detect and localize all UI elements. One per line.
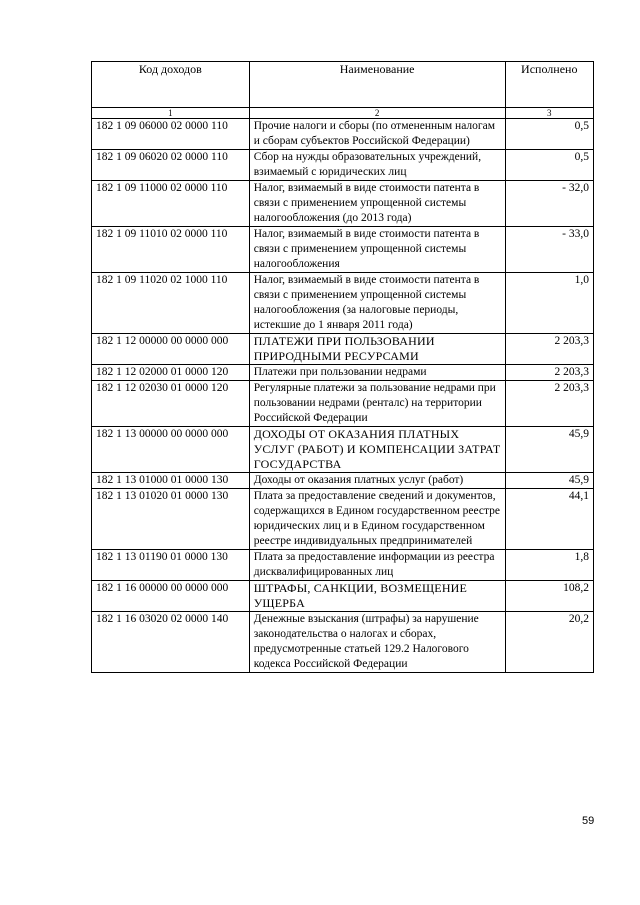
executed-value: 45,9 — [505, 427, 593, 473]
column-number: 1 — [92, 108, 250, 119]
header-executed: Исполнено — [505, 62, 593, 108]
revenue-name: Прочие налоги и сборы (по отмененным налогам и сборам субъектов Российской Федерации) — [249, 119, 505, 150]
revenue-code: 182 1 13 01190 01 0000 130 — [92, 550, 250, 581]
executed-value: - 33,0 — [505, 227, 593, 273]
revenue-code: 182 1 12 00000 00 0000 000 — [92, 334, 250, 365]
revenue-table — [91, 61, 594, 673]
executed-value: 45,9 — [505, 473, 593, 489]
revenue-name: Налог, взимаемый в виде стоимости патента в связи с применением упрощенной системы налогообложения (до 2013 года) — [249, 181, 505, 227]
revenue-name: Денежные взыскания (штрафы) за нарушение законодательства о налогах и сборах, предусмотренные статьей 129.2 Налогового кодекса Российской Федерации — [249, 612, 505, 673]
table-row — [92, 427, 594, 473]
revenue-name: ДОХОДЫ ОТ ОКАЗАНИЯ ПЛАТНЫХ УСЛУГ (РАБОТ) И КОМПЕНСАЦИИ ЗАТРАТ ГОСУДАРСТВА — [249, 427, 505, 473]
revenue-name: Регулярные платежи за пользование недрами при пользовании недрами (ренталс) на территории Российской Федерации — [249, 381, 505, 427]
revenue-name: Доходы от оказания платных услуг (работ) — [249, 473, 505, 489]
table-row — [92, 365, 594, 381]
revenue-name: ШТРАФЫ, САНКЦИИ, ВОЗМЕЩЕНИЕ УЩЕРБА — [249, 581, 505, 612]
revenue-code: 182 1 09 11020 02 1000 110 — [92, 273, 250, 334]
revenue-code: 182 1 12 02030 01 0000 120 — [92, 381, 250, 427]
executed-value: 2 203,3 — [505, 334, 593, 365]
executed-value: 2 203,3 — [505, 365, 593, 381]
column-number: 2 — [249, 108, 505, 119]
table-body — [92, 119, 594, 673]
table-row — [92, 612, 594, 673]
revenue-code: 182 1 13 00000 00 0000 000 — [92, 427, 250, 473]
table-row — [92, 381, 594, 427]
revenue-name: Платежи при пользовании недрами — [249, 365, 505, 381]
revenue-code: 182 1 09 11000 02 0000 110 — [92, 181, 250, 227]
table-row — [92, 581, 594, 612]
executed-value: 1,8 — [505, 550, 593, 581]
revenue-name: Налог, взимаемый в виде стоимости патента в связи с применением упрощенной системы налогообложения (за налоговые периоды, истекшие до 1 января 2011 года) — [249, 273, 505, 334]
revenue-code: 182 1 09 06020 02 0000 110 — [92, 150, 250, 181]
revenue-code: 182 1 09 06000 02 0000 110 — [92, 119, 250, 150]
revenue-code: 182 1 13 01020 01 0000 130 — [92, 489, 250, 550]
executed-value: 44,1 — [505, 489, 593, 550]
revenue-code: 182 1 16 00000 00 0000 000 — [92, 581, 250, 612]
revenue-name: Плата за предоставление сведений и документов, содержащихся в Едином государственном реестре юридических лиц и в Едином государственном реестре индивидуальных предпринимателей — [249, 489, 505, 550]
page-number: 59 — [582, 815, 595, 827]
revenue-name: Налог, взимаемый в виде стоимости патента в связи с применением упрощенной системы налогообложения — [249, 227, 505, 273]
revenue-name: Сбор на нужды образовательных учреждений, взимаемый с юридических лиц — [249, 150, 505, 181]
table-row — [92, 273, 594, 334]
table-row — [92, 119, 594, 150]
executed-value: 2 203,3 — [505, 381, 593, 427]
table-row — [92, 181, 594, 227]
column-number-row — [92, 108, 594, 119]
revenue-code: 182 1 09 11010 02 0000 110 — [92, 227, 250, 273]
executed-value: 0,5 — [505, 150, 593, 181]
revenue-name: Плата за предоставление информации из реестра дисквалифицированных лиц — [249, 550, 505, 581]
revenue-name: ПЛАТЕЖИ ПРИ ПОЛЬЗОВАНИИ ПРИРОДНЫМИ РЕСУРСАМИ — [249, 334, 505, 365]
revenue-code: 182 1 12 02000 01 0000 120 — [92, 365, 250, 381]
executed-value: 108,2 — [505, 581, 593, 612]
table-row — [92, 550, 594, 581]
executed-value: 1,0 — [505, 273, 593, 334]
executed-value: 20,2 — [505, 612, 593, 673]
column-number: 3 — [505, 108, 593, 119]
table-row — [92, 150, 594, 181]
executed-value: 0,5 — [505, 119, 593, 150]
revenue-code: 182 1 13 01000 01 0000 130 — [92, 473, 250, 489]
table-row — [92, 334, 594, 365]
table-row — [92, 473, 594, 489]
header-code: Код доходов — [92, 62, 250, 108]
header-name: Наименование — [249, 62, 505, 108]
table-row — [92, 227, 594, 273]
revenue-code: 182 1 16 03020 02 0000 140 — [92, 612, 250, 673]
table-header-row — [92, 62, 594, 108]
table-row — [92, 489, 594, 550]
executed-value: - 32,0 — [505, 181, 593, 227]
